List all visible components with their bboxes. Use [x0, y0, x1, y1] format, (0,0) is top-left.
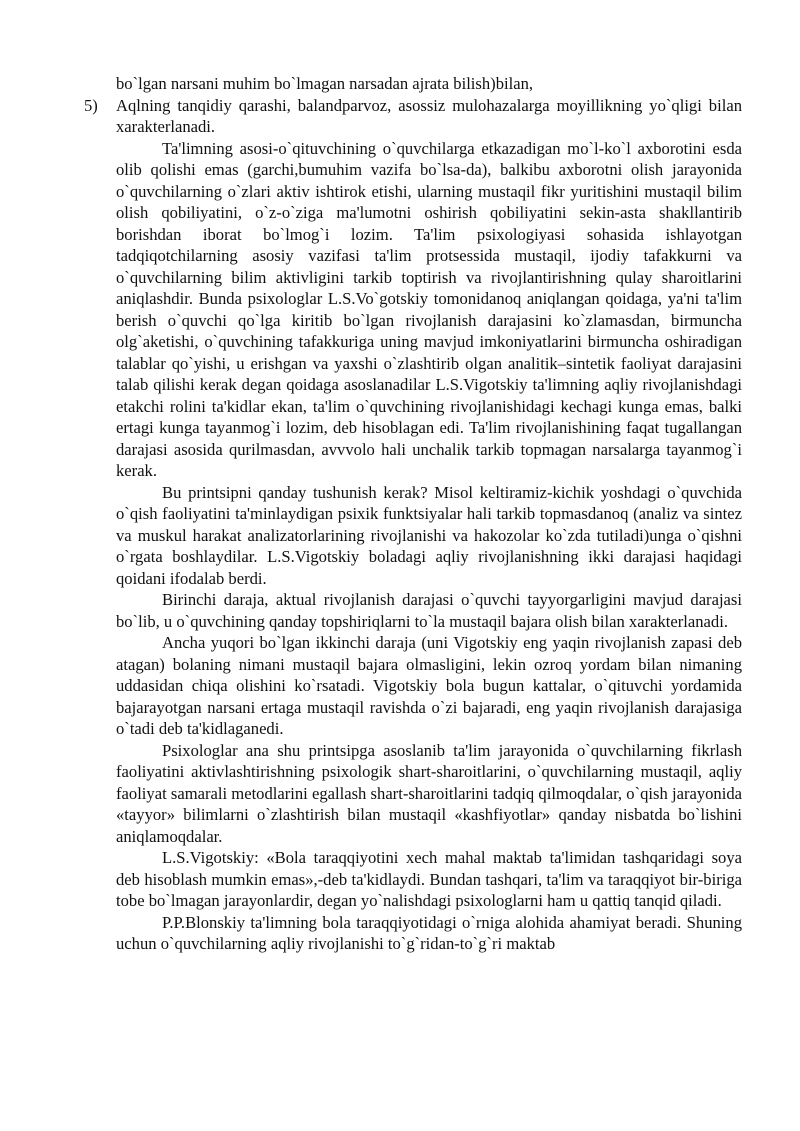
paragraph-taʼlim-asosi: Ta'limning asosi-o`qituvchining o`quvchilarga etkazadigan mo`l-ko`l axborotini esda olib qolishi emas (garchi,bumuhim vazifa bo`lsa-da), balkibu axborotni olish jarayonida o`quvchilarning o`zlari aktiv ishtirok etishi, ularning mustaqil fikr yuritishini mustaqil bilim olish qobiliyatini, o`z-o`ziga ma'lumotni oshirish qobiliyatini sekin-asta shakllantirib borishdan iborat bo`lmog`i lozim. Ta'lim psixologiyasi sohasida ishlayotgan tadqiqotchilarning asosiy vazifasi ta'lim protsessida mustaqil, ijodiy tafakkurni va o`quvchilarning bilim aktivligini tarkib toptirish va rivojlantirishning qulay sharoitlarini aniqlashdir. Bunda psixologlar L.S.Vo`gotskiy tomonidanoq aniqlangan qoidaga, ya'ni ta'lim berish o`quvchi qo`lga kiritib bo`lgan rivojlanish darajasini ko`zlamasdan, birmuncha olg`aketishi, o`quvchining tafakkuriga uning mavjud imkoniyatlarini birmuncha oshiradigan talablar qo`yishi, u erishgan va yaxshi o`zlashtirib olgan analitik–sintetik faoliyat darajasini talab qilishi kerak degan qoidaga asoslanadilar L.S.Vigotskiy ta'limning aqliy rivojlanishdagi etakchi rolini ta'kidlar ekan, ta'lim o`quvchining rivojlanishidagi kechagi kunga emas, balki ertagi kunga tayanmog`i lozim, deb hisoblagan edi. Ta'lim rivojlanishining faqat tugallangan darajasi asosida qurilmasdan, avvvolo hali unchalik tarkib topmagan narsalarga tayanmog`i kerak.: [116, 138, 742, 480]
list-item-text: Aqlning tanqidiy qarashi, balandparvoz, asossiz mulohazalarga moyillikning yo`qligi bilan xarakterlanadi.: [116, 95, 742, 136]
paragraph-printsip: Bu printsipni qanday tushunish kerak? Misol keltiramiz-kichik yoshdagi o`quvchida o`qish faoliyatini ta'minlaydigan psixik funktsiyalar hali tarkib topmasdanoq (analiz va sintez va muskul harakat analizatorlarining rivojlanishi va hakozolar ko`zda tutiladi)unga o`qishni o`rgata boshlaydilar. L.S.Vigotskiy boladagi aqliy rivojlanishning ikki darajasi haqidagi qoidani ifodalab berdi.: [116, 482, 742, 588]
paragraph-psixologlar: Psixologlar ana shu printsipga asoslanib ta'lim jarayonida o`quvchilarning fikrlash faoliyatini aktivlashtirishning psixologik shart-sharoitlarini, o`quvchilarning mustaqil, aqliy faoliyat samarali metodlarini egallash shart-sharoitlarini tadqiq qilmoqdalar, o`qish jarayonida «tayyor» bilimlarni o`zlashtirish bilan mustaqil «kashfiyotlar» qanday nisbatda bo`lishini aniqlamoqdalar.: [116, 740, 742, 846]
paragraph-blonskiy: P.P.Blonskiy ta'limning bola taraqqiyotidagi o`rniga alohida ahamiyat beradi. Shuning uchun o`quvchilarning aqliy rivojlanishi to`g`ridan-to`g`ri maktab: [116, 912, 742, 953]
document-page: [84, 73, 742, 955]
paragraph-continuation: bo`lgan narsani muhim bo`lmagan narsadan ajrata bilish)bilan,: [116, 74, 534, 93]
list-marker: 5): [84, 95, 98, 115]
list-item-5: [84, 95, 742, 138]
paragraph-ikkinchi-daraja: Ancha yuqori bo`lgan ikkinchi daraja (uni Vigotskiy eng yaqin rivojlanish zapasi deb atagan) bolaning nimani mustaqil bajara olmasligini, lekin ozroq yordam bilan nimaning uddasidan chiqa olishini ko`rsatadi. Vigotskiy bola bugun kattalar, o`qituvchi yordamida bajarayotgan narsani ertaga mustaqil ravishda o`zi bajaradi, eng yaqin rivojlanish darajasiga o`tadi deb ta'kidlaganedi.: [116, 633, 742, 738]
paragraph-vigotskiy-quote: L.S.Vigotskiy: «Bola taraqqiyotini xech mahal maktab ta'limidan tashqaridagi soya deb hisoblash mumkin emas»,-deb ta'kidlaydi. Bundan tashqari, ta'lim va taraqqiyot bir-biriga tobe bo`lmagan jarayonlardir, degan yo`nalishdagi psixologlarni ham u qattiq tanqid qiladi.: [116, 848, 742, 910]
paragraph-birinchi-daraja: Birinchi daraja, aktual rivojlanish darajasi o`quvchi tayyorgarligini mavjud darajasi bo`lib, u o`quvchining qanday topshiriqlarni to`la mustaqil bajara olish bilan xarakterlanadi.: [116, 590, 742, 631]
